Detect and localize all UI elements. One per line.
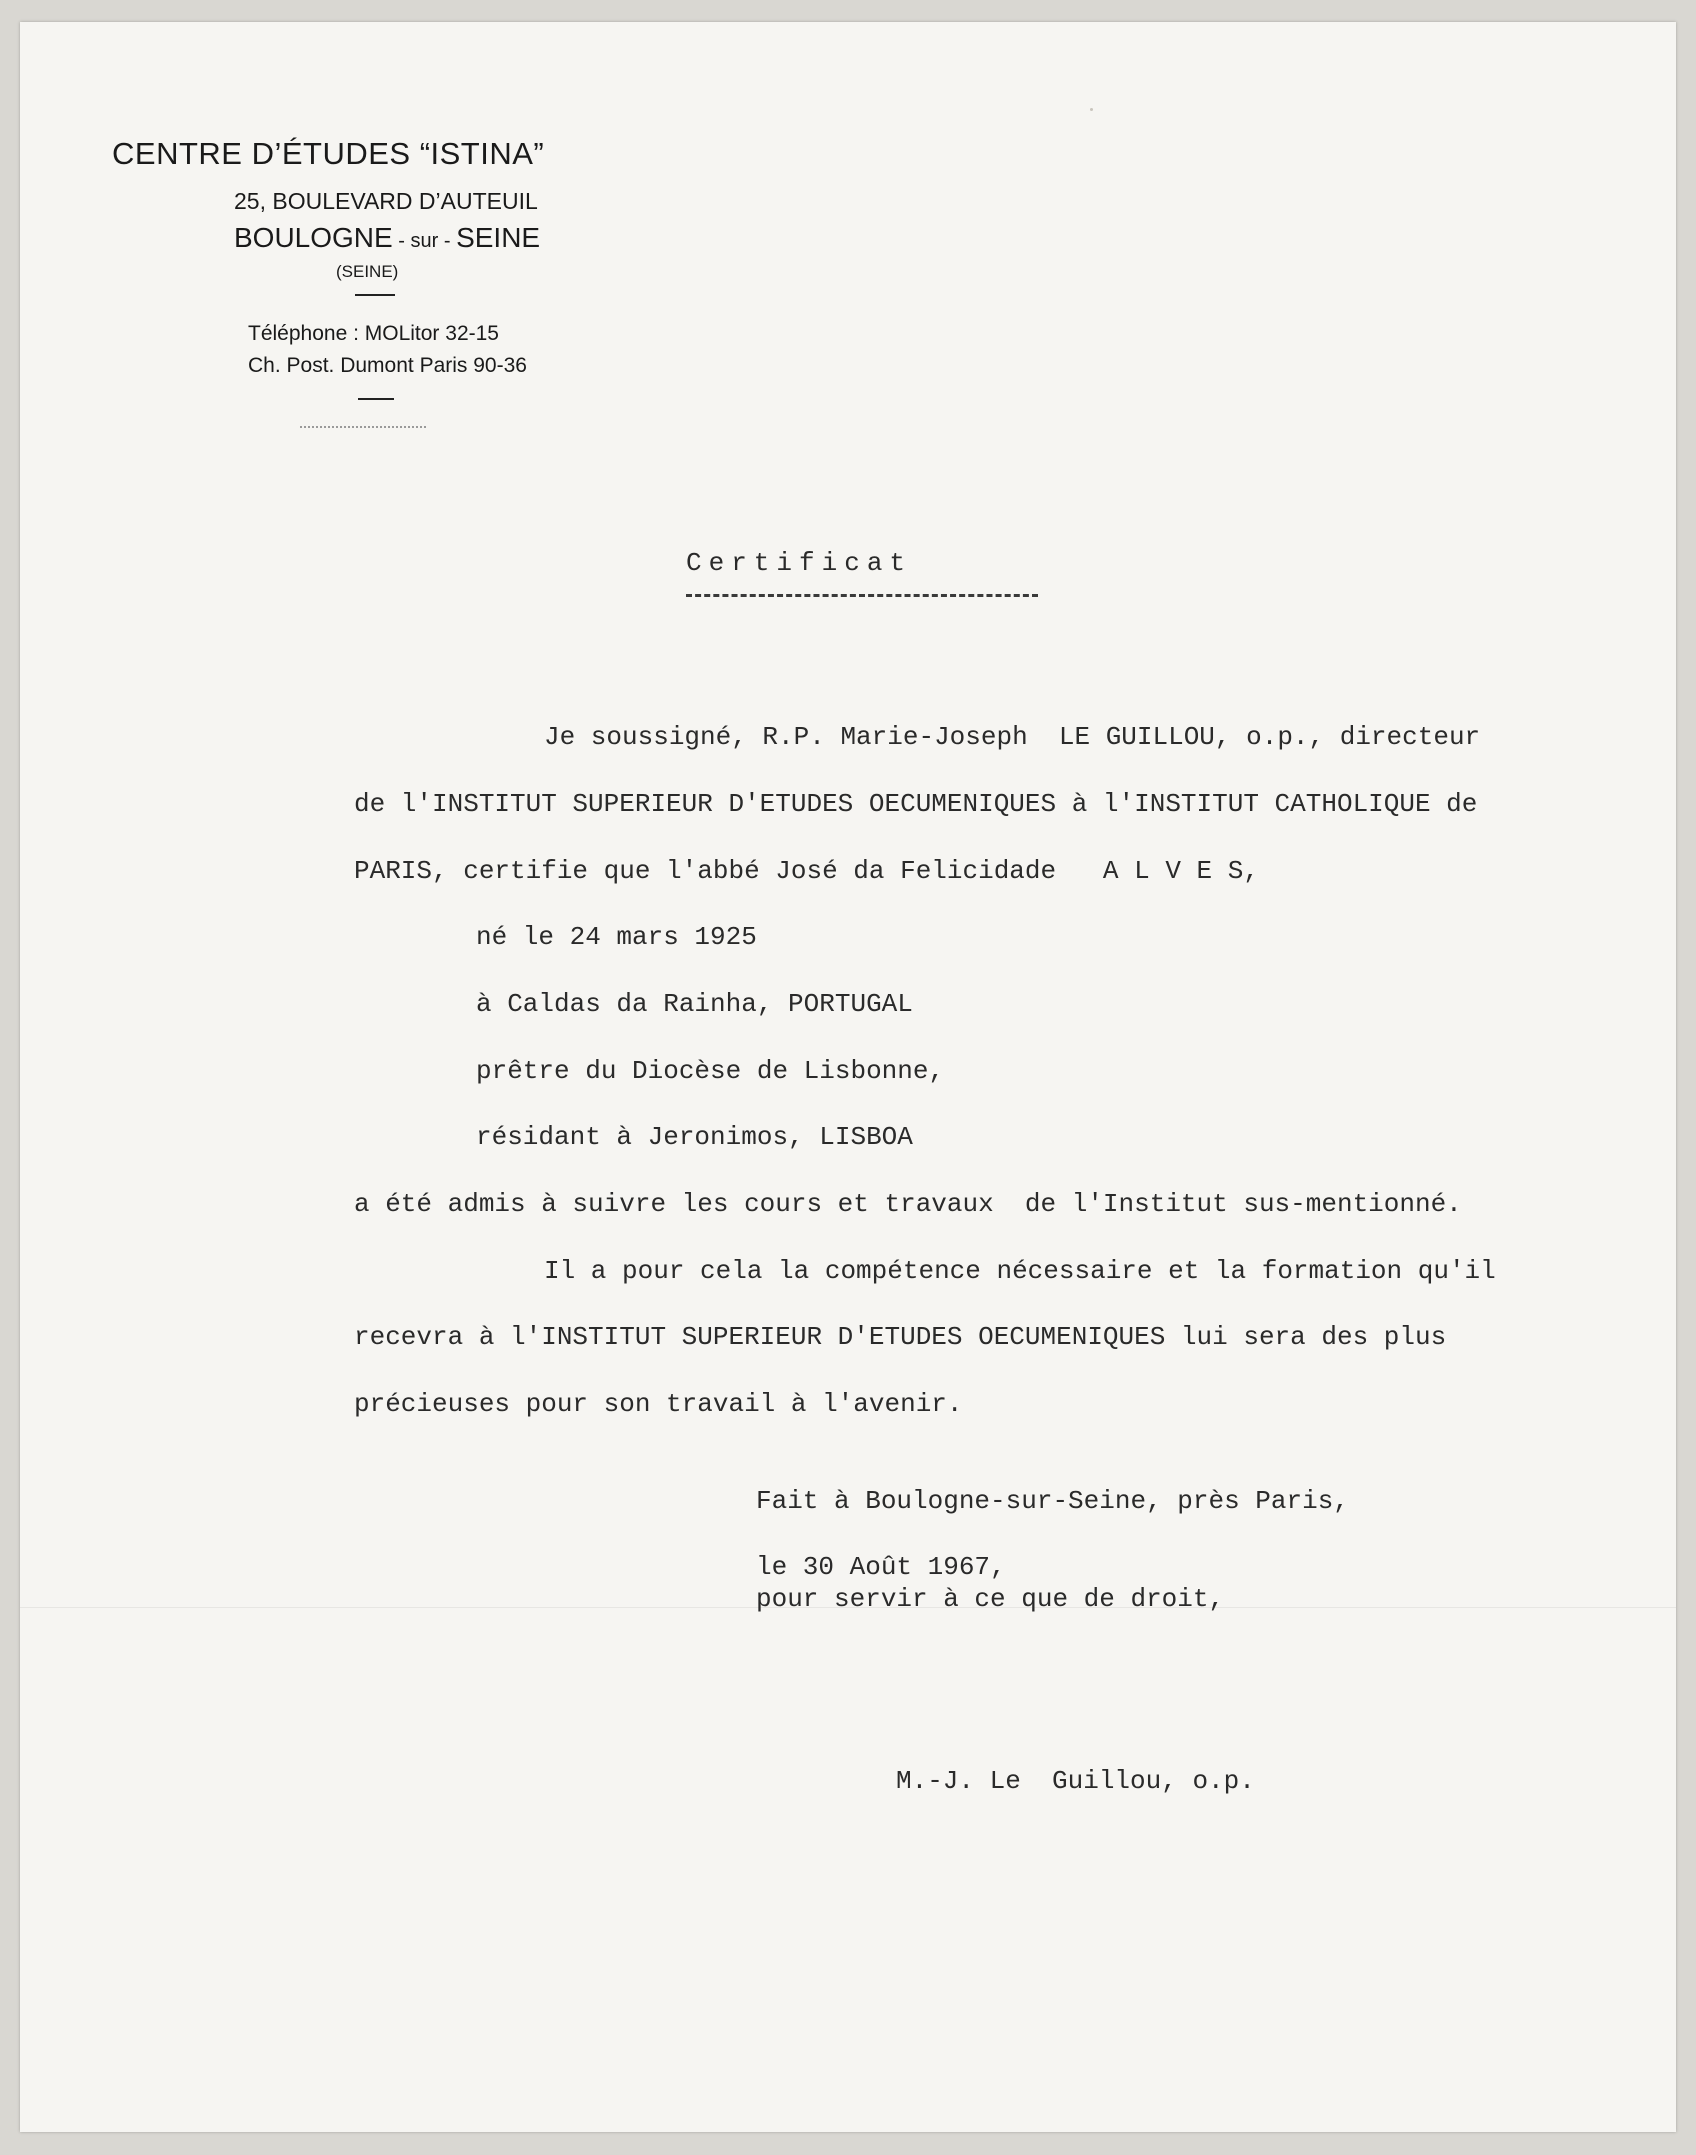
certificate-title: Certificat <box>686 548 913 578</box>
letterhead-city-c: SEINE <box>456 222 541 253</box>
body-line: Je soussigné, R.P. Marie-Joseph LE GUILLOU, o.p., directeur <box>544 722 1481 752</box>
body-line: Il a pour cela la compétence nécessaire et la formation qu'il <box>544 1256 1496 1286</box>
paper-speck <box>1090 108 1093 111</box>
letterhead-postal-account: Ch. Post. Dumont Paris 90-36 <box>248 354 527 377</box>
body-line: de l'INSTITUT SUPERIEUR D'ETUDES OECUMENIQUES à l'INSTITUT CATHOLIQUE de <box>354 789 1478 819</box>
closing-place: Fait à Boulogne-sur-Seine, près Paris, <box>756 1486 1349 1516</box>
letterhead-department: (SEINE) <box>336 262 399 281</box>
title-underline <box>686 594 1038 597</box>
body-line: a été admis à suivre les cours et travaux de l'Institut sus-mentionné. <box>354 1189 1462 1219</box>
body-line: né le 24 mars 1925 <box>476 922 757 952</box>
letterhead-city <box>234 222 540 254</box>
closing-formula: pour servir à ce que de droit, <box>756 1584 1225 1614</box>
letterhead-dotted-rule <box>300 426 426 428</box>
letterhead-city-sep1: - <box>392 230 411 252</box>
letterhead-city-sep2: - <box>438 230 457 252</box>
letterhead-street: 25, BOULEVARD D’AUTEUIL <box>234 188 538 214</box>
letterhead-organization: CENTRE D’ÉTUDES “ISTINA” <box>112 136 545 171</box>
letterhead-divider <box>358 398 394 400</box>
document-page <box>20 22 1676 2132</box>
body-line: à Caldas da Rainha, PORTUGAL <box>476 989 913 1019</box>
letterhead-divider <box>355 294 395 296</box>
letterhead-city-b: sur <box>410 230 439 252</box>
letterhead-city-a: BOULOGNE <box>234 222 393 253</box>
signature-line: M.-J. Le Guillou, o.p. <box>896 1766 1255 1796</box>
body-line: résidant à Jeronimos, LISBOA <box>476 1122 913 1152</box>
body-line: précieuses pour son travail à l'avenir. <box>354 1389 963 1419</box>
closing-date: le 30 Août 1967, <box>756 1552 1006 1582</box>
body-line: prêtre du Diocèse de Lisbonne, <box>476 1056 945 1086</box>
letterhead-phone: Téléphone : MOLitor 32-15 <box>248 322 499 345</box>
body-line: recevra à l'INSTITUT SUPERIEUR D'ETUDES OECUMENIQUES lui sera des plus <box>354 1322 1447 1352</box>
body-line: PARIS, certifie que l'abbé José da Felicidade A L V E S, <box>354 856 1259 886</box>
